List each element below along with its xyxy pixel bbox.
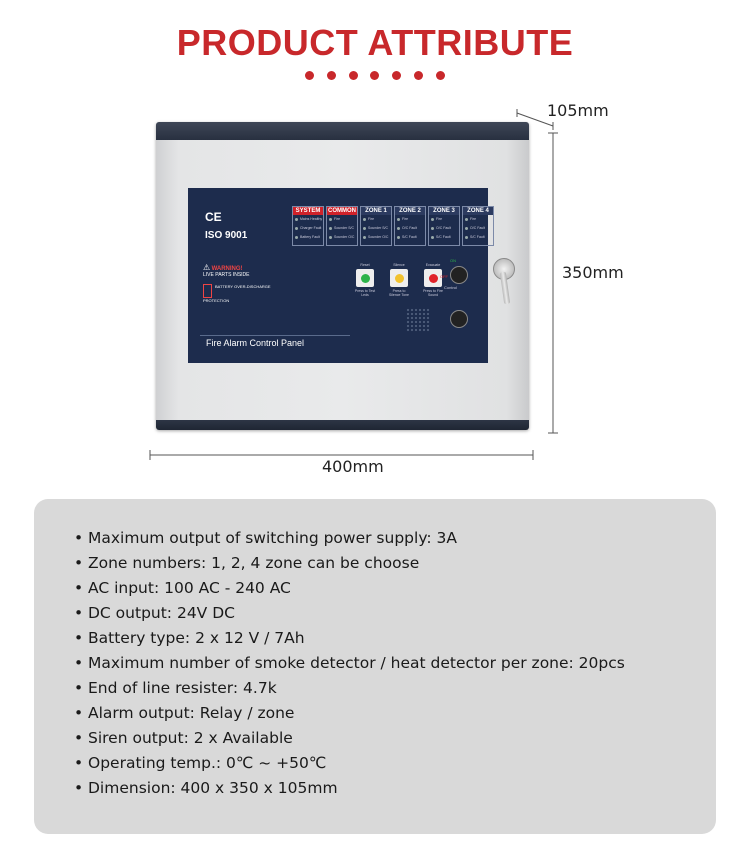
width-label: 400mm bbox=[322, 457, 384, 476]
spec-box bbox=[34, 499, 716, 834]
key-on-label: ON bbox=[450, 258, 456, 263]
evacuate-button: Evacuate Press to Fire Sound bbox=[423, 263, 443, 297]
zone-block: ZONE 4 Fire O/C Fault S/C Fault bbox=[462, 206, 494, 246]
zone-block: COMMON Fire Sounder S/C Sounder O/C bbox=[326, 206, 358, 246]
iso-mark: ISO 9001 bbox=[205, 230, 248, 241]
spec-item: • Battery type: 2 x 12 V / 7Ah bbox=[74, 629, 305, 647]
front-panel bbox=[188, 188, 488, 363]
silence-button: Silence Press to Silence Tone bbox=[389, 263, 409, 297]
page-title: PRODUCT ATTRIBUTE bbox=[176, 22, 574, 63]
key-switch bbox=[450, 266, 468, 284]
zone-block: ZONE 2 Fire O/C Fault S/C Fault bbox=[394, 206, 426, 246]
key-off-label: OFF bbox=[440, 274, 448, 279]
battery-label: BATTERY OVER-DISCHARGE PROTECTION bbox=[203, 284, 271, 303]
spec-item: • End of line resister: 4.7k bbox=[74, 679, 277, 697]
fire-alarm-panel-image bbox=[156, 122, 529, 430]
spec-list bbox=[34, 499, 716, 801]
reset-button: Reset Press to Test Leds bbox=[354, 263, 376, 297]
control-buttons bbox=[353, 263, 445, 297]
spec-item: • Zone numbers: 1, 2, 4 zone can be choose bbox=[74, 554, 420, 572]
depth-label: 105mm bbox=[547, 101, 609, 120]
height-label: 350mm bbox=[562, 263, 624, 282]
spec-item: • Maximum output of switching power supply: 3A bbox=[74, 529, 457, 547]
key-control-label: Control bbox=[444, 285, 457, 290]
spec-item: • Dimension: 400 x 350 x 105mm bbox=[74, 779, 338, 797]
spec-item: • Maximum number of smoke detector / heat detector per zone: 20pcs bbox=[74, 654, 625, 672]
zone-block: ZONE 3 Fire O/C Fault S/C Fault bbox=[428, 206, 460, 246]
spec-item: • Siren output: 2 x Available bbox=[74, 729, 293, 747]
spec-item: • Alarm output: Relay / zone bbox=[74, 704, 295, 722]
spec-item: • Operating temp.: 0℃ ~ +50℃ bbox=[74, 754, 327, 772]
battery-icon bbox=[203, 284, 212, 298]
spec-item: • DC output: 24V DC bbox=[74, 604, 235, 622]
panel-name: Fire Alarm Control Panel bbox=[206, 338, 305, 348]
buzzer-grille bbox=[406, 308, 430, 332]
key-switch-lower bbox=[450, 310, 468, 328]
zone-indicators bbox=[292, 206, 494, 246]
warning-label: ⚠ WARNING! LIVE PARTS INSIDE bbox=[203, 263, 250, 278]
zone-block: ZONE 1 Fire Sounder S/C Sounder O/C bbox=[360, 206, 392, 246]
zone-block: SYSTEM Mains Healthy Charger Fault Battery Fault bbox=[292, 206, 324, 246]
ce-mark: CE bbox=[205, 210, 222, 224]
spec-item: • AC input: 100 AC - 240 AC bbox=[74, 579, 291, 597]
